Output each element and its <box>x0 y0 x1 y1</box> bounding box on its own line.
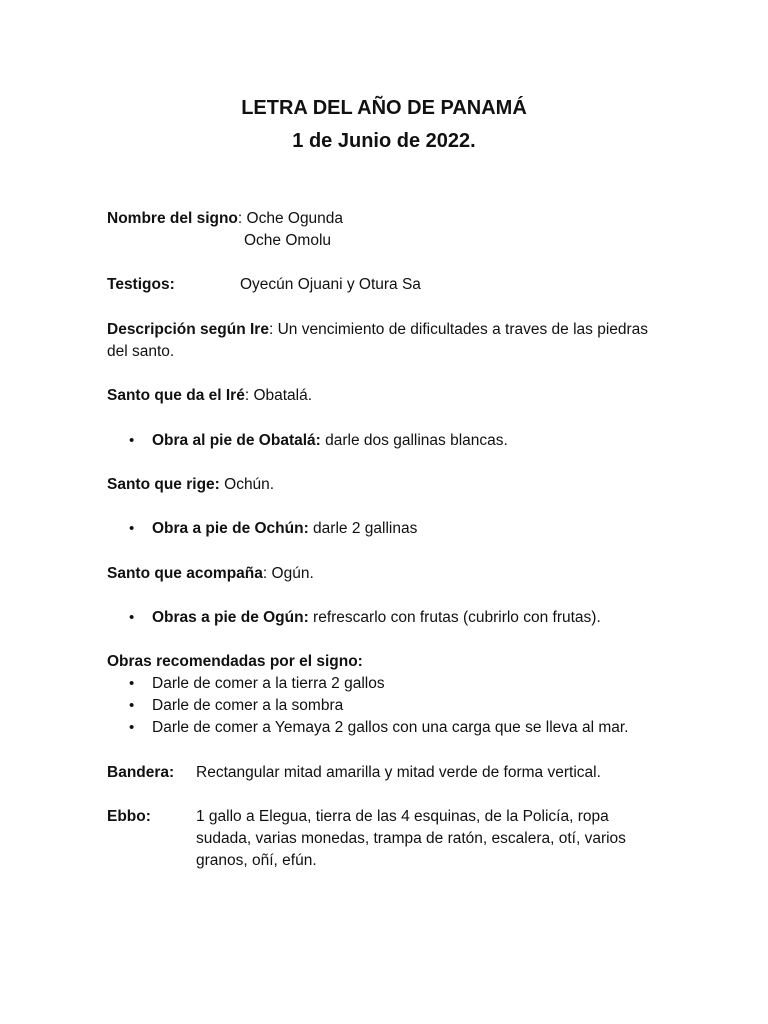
descripcion-text-1: Un vencimiento de dificultades a traves de las piedras <box>277 321 649 338</box>
obra-ochun-label: Obra a pie de Ochún: <box>152 520 309 537</box>
obra-ogun-label: Obras a pie de Ogún: <box>152 609 309 626</box>
santo-ire-sep: : <box>244 387 254 404</box>
descripcion-sep: : <box>268 321 278 338</box>
bullet-icon: • <box>129 719 135 736</box>
testigos-value: Oyecún Ojuani y Otura Sa <box>240 276 421 293</box>
bullet-icon: • <box>129 675 135 692</box>
bullet-icon: • <box>129 697 135 714</box>
santo-acompana-row <box>107 563 314 585</box>
obras-item-3: Darle de comer a Yemaya 2 gallos con una carga que se lleva al mar. <box>152 719 629 736</box>
obras-item-2: Darle de comer a la sombra <box>152 697 344 714</box>
obra-ochun-text: darle 2 gallinas <box>308 520 418 537</box>
descripcion-label: Descripción según Ire <box>107 321 269 338</box>
bandera-value: Rectangular mitad amarilla y mitad verde de forma vertical. <box>196 764 601 781</box>
signo-value-1: Oche Ogunda <box>246 210 344 227</box>
bandera-label: Bandera: <box>107 764 175 781</box>
santo-acompana-label: Santo que acompaña <box>107 565 263 582</box>
obra-obatala-item <box>152 430 508 452</box>
descripcion-row <box>107 319 648 341</box>
bullet-icon: • <box>129 520 135 537</box>
descripcion-text-2: del santo. <box>107 343 175 360</box>
santo-ire-label: Santo que da el Iré <box>107 387 245 404</box>
santo-rige-row <box>107 474 274 496</box>
obra-ochun-item <box>152 518 417 540</box>
santo-acompana-sep: : <box>262 565 272 582</box>
obra-obatala-text: darle dos gallinas blancas. <box>320 432 508 449</box>
title-line-1: LETRA DEL AÑO DE PANAMÁ <box>241 97 527 119</box>
santo-rige-label: Santo que rige: <box>107 476 220 493</box>
bullet-icon: • <box>129 609 135 626</box>
obra-obatala-label: Obra al pie de Obatalá: <box>152 432 321 449</box>
santo-acompana-value: Ogún. <box>271 565 314 582</box>
ebbo-line-2: sudada, varias monedas, trampa de ratón, escalera, otí, varios <box>196 830 626 847</box>
signo-value-2: Oche Omolu <box>244 232 332 249</box>
bullet-icon: • <box>129 432 135 449</box>
ebbo-label: Ebbo: <box>107 808 151 825</box>
signo-sep: : <box>237 210 247 227</box>
obra-ogun-item <box>152 607 601 629</box>
santo-ire-row <box>107 385 312 407</box>
ebbo-line-1: 1 gallo a Elegua, tierra de las 4 esquinas, de la Policía, ropa <box>196 808 609 825</box>
title-line-2: 1 de Junio de 2022. <box>292 130 476 152</box>
obras-heading: Obras recomendadas por el signo: <box>107 653 363 670</box>
signo-row <box>107 208 343 230</box>
signo-label: Nombre del signo <box>107 210 238 227</box>
testigos-label: Testigos: <box>107 276 175 293</box>
santo-ire-value: Obatalá. <box>253 387 313 404</box>
obras-item-1: Darle de comer a la tierra 2 gallos <box>152 675 385 692</box>
santo-rige-value: Ochún. <box>219 476 275 493</box>
obra-ogun-text: refrescarlo con frutas (cubrirlo con frutas). <box>308 609 601 626</box>
ebbo-line-3: granos, oñí, efún. <box>196 852 317 869</box>
